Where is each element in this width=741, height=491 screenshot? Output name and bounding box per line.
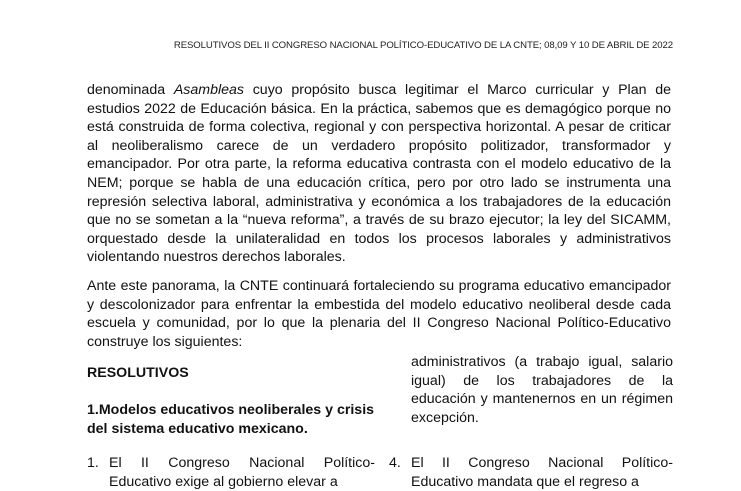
list-item-1-text: El II Congreso Nacional Político-Educativo exige al gobierno elevar a — [109, 455, 375, 490]
continuation-line-3: educación y mantenernos en un régimen — [411, 391, 673, 408]
paragraph1-start: denominada — [87, 82, 174, 98]
paragraph1-italic-term: Asambleas — [173, 82, 244, 98]
list-item-4-text: El II Congreso Nacional Político-Educativo mandata que el regreso a — [411, 455, 673, 490]
resolutivos-heading: RESOLUTIVOS — [87, 365, 189, 381]
list-item-1-number: 1. — [87, 455, 99, 471]
list-item-4 — [389, 454, 673, 491]
list-item-4-number: 4. — [389, 455, 401, 471]
body-paragraph-1 — [87, 81, 671, 267]
right-column-continuation — [411, 353, 673, 427]
list-item-1 — [87, 454, 375, 491]
running-header: RESOLUTIVOS DEL II CONGRESO NACIONAL POLÍTICO-EDUCATIVO DE LA CNTE; 08,09 Y 10 DE ABRIL DE 2022 — [173, 40, 673, 51]
body-paragraph-2: Ante este panorama, la CNTE continuará fortaleciendo su programa educativo emancipador y descolonizador para enfrentar la embestida del modelo educativo neoliberal desde cada escuela y comunidad, por lo que la plenaria del II Congreso Nacional Político-Educativo construye los siguientes: — [87, 278, 671, 350]
continuation-line-1: administrativos (a trabajo igual, salario — [411, 354, 673, 370]
continuation-line-2: igual) de los trabajadores de la — [411, 372, 673, 389]
continuation-line-4: excepción. — [411, 409, 479, 426]
paragraph1-rest: cuyo propósito busca legitimar el Marco curricular y Plan de estudios 2022 de Educación básica. En la práctica, sabemos que es demagógico porque no está construida de forma colectiva, regional y con perspectiva horizontal. A pesar de criticar al neoliberalismo carece de un verdadero propósito politizador, transformador y emancipador. Por otra parte, la reforma educativa contrasta con el modelo educativo de la NEM; porque se habla de una educación crítica, pero por otro lado se instrumenta una represión selectiva laboral, administrativa y económica a los trabajadores de la educación que no se sometan a la “nueva reforma”, a través de su brazo ejecutor; la ley del SICAMM, orquestado desde la unilateralidad en todos los procesos laborales y administrativos violentando nuestros derechos laborales. — [87, 82, 671, 266]
section-title: 1.Modelos educativos neoliberales y crisis del sistema educativo mexicano. — [87, 402, 375, 437]
